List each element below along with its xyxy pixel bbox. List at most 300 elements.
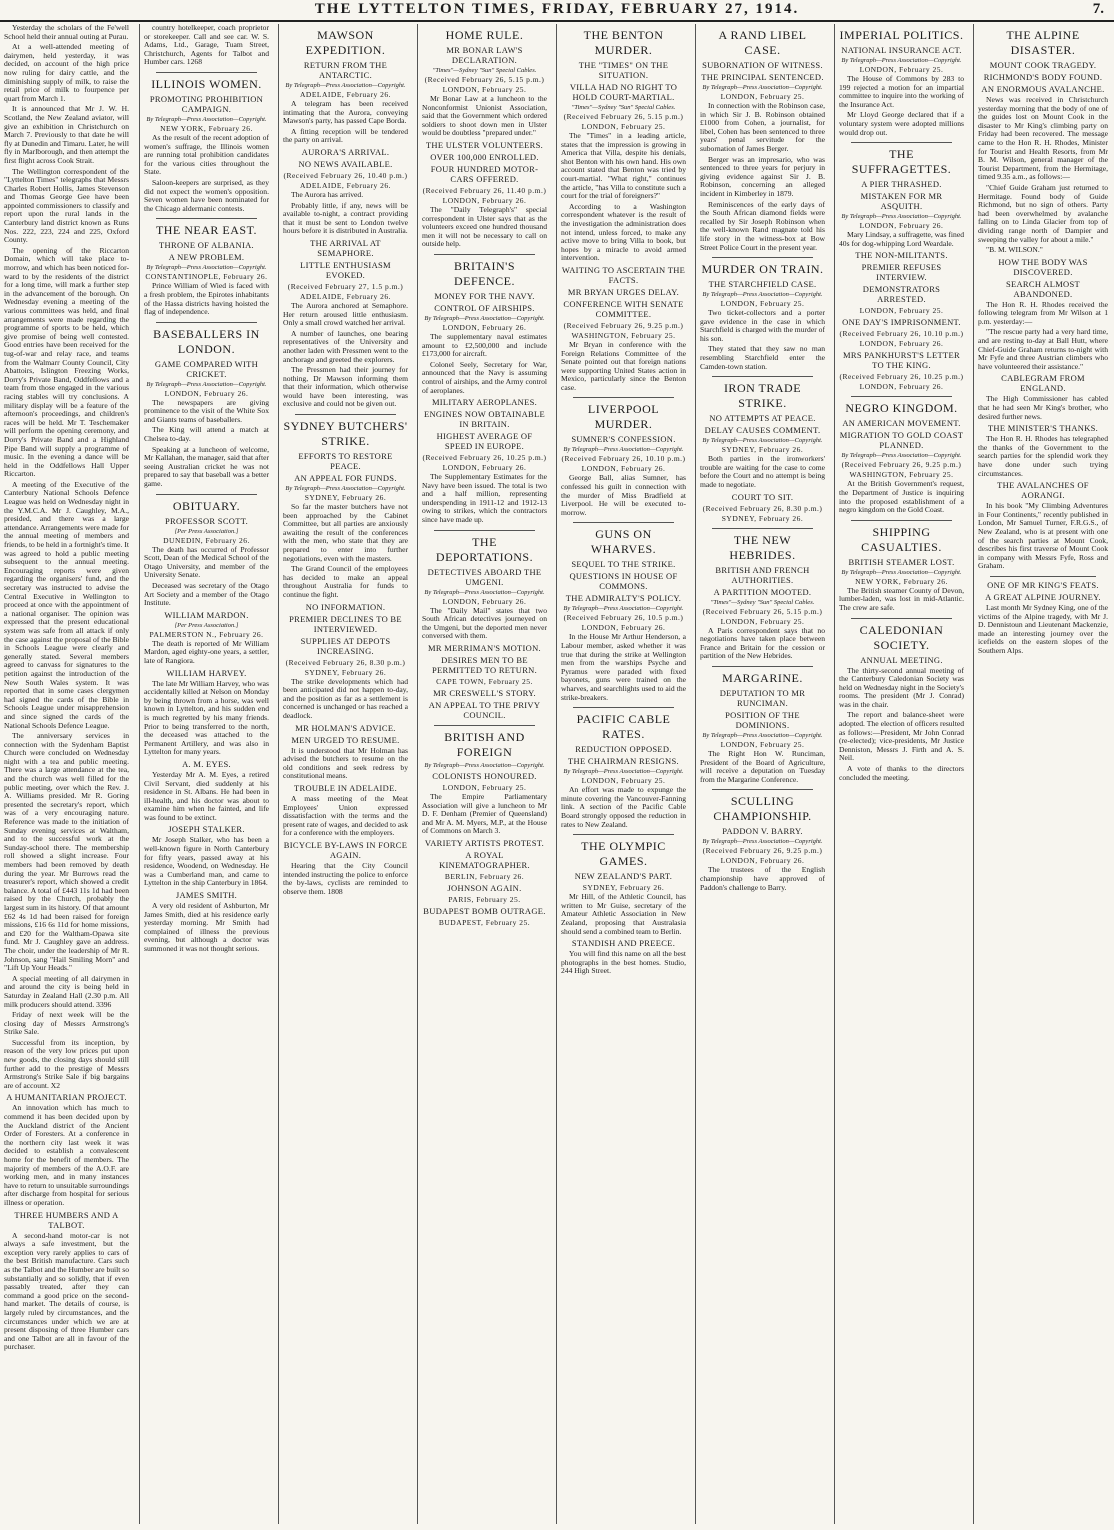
paragraph: Colonel Seely, Secretary for War, announced that the Navy is assuming control of airships, and the Army control of aeroplanes. [422,359,547,395]
article-separator [295,414,396,415]
column-2 [144,24,269,1524]
paragraph: country hotelkeeper, coach proprietor or storekeeper. Call and see car. W. S. Adams, Ltd., Garage, Tuam Street, Christchurch, Agents for Talbot and Humber cars. 1268 [144,24,269,67]
dateline: (Received February 26, 10.40 p.m.) [283,170,408,180]
subheading: MOUNT COOK TRAGEDY. [989,60,1097,70]
dateline: (Received February 26, 10.5 p.m.) [563,613,684,623]
article-headline: GUNS ON WHARVES. [590,527,657,557]
subheading: ONE OF MR KING'S FEATS. [987,579,1099,590]
column-5 [561,24,686,1524]
byline: "Times"—Sydney "Sun" Special Cables. [710,598,815,606]
paragraph: The Hon R. H. Rhodes received the following telegram from Mr Wilson at 1 p.m. yesterday:— [978,299,1108,326]
dateline: LONDON, February 26. [859,339,944,349]
dateline: (Received February 26, 8.30 p.m.) [702,503,823,513]
paragraph: "The rescue party had a very hard time, and are resting to-day at Ball Hutt, where Chief-Guide Graham returns to-night with Mr Fyfe and three Austrian climbers who have volunteered their assistance." [978,327,1108,371]
paragraph: In connection with the Robinson case, in which Sir J. B. Robinson obtained £1000 from Cohen, a journalist, for libel, Cohen has been sentenced to three years' penal servitude for the subornation of James Berger. [700,101,825,153]
column-rule [695,24,696,1524]
subheading: MR BRYAN URGES DELAY. [567,286,680,297]
dateline: LONDON, February 26. [859,382,944,392]
subheading: SUPPLIES AT DEPOTS INCREASING. [300,635,391,656]
paragraph: In the House Mr Arthur Henderson, a Labour member, asked whether it was true that during the strike at Wellington men from the warships Psyche and Pyramus were paraded with fixed bayonets, guns were trained on the wharves, and searchlights used to aid the strike-breakers. [561,632,686,702]
dateline: WASHINGTON, February 25. [849,470,954,480]
article-separator [712,666,813,667]
paragraph: You will find this name on all the best photographs in the best homes. Studio, 244 High Street. [561,949,686,976]
subheading: ENGINES NOW OBTAINABLE IN BRITAIN. [424,409,545,430]
article-separator [573,397,674,398]
paragraph: Saloon-keepers are surprised, as they did not expect the women's opposition. Seven women have been nominated for the Chicago aldermanic contests. [144,177,269,213]
subheading: BICYCLE BY-LAWS IN FORCE AGAIN. [283,839,408,860]
byline: By Telegraph—Press Association—Copyright. [841,452,962,460]
paragraph: Both parties in the ironworkers' trouble are waiting for the case to come before the Court and no attempt is being made to negotiate. [700,454,825,490]
dateline: PARIS, February 25. [448,895,521,904]
byline: By Telegraph—Press Association—Copyright. [146,264,267,272]
dateline: LONDON, February 25. [720,740,805,749]
paragraph: The "Daily Mail" states that two South African detectives journeyed on the Umgeni, but the deported men never conversed with them. [422,605,547,641]
subheading: MR CRESWELL'S STORY. [433,688,536,699]
article-separator [434,530,535,531]
byline: By Telegraph—Press Association—Copyright. [563,446,684,454]
dateline: ADELAIDE, February 26. [300,180,391,190]
paragraph: A second-hand motor-car is not always a safe investment, but the exception very rarely applies to cars of the best British manufacture. Cars such as the Talbot and the Humber are built so substantially and so solidly, that if even passably treated, after they can command a good price on the second-hand market. The details of course, is largely ruled by circumstances, and the circumstances under which we are at present disposing of three Humber cars and one Talbot are all in favour of the purchaser. [4,1230,129,1352]
subheading: MEN URGED TO RESUME. [291,734,400,745]
article-separator [851,142,952,143]
subheading: GAME COMPARED WITH CRICKET. [154,358,259,379]
column-rule [973,24,974,1524]
paragraph: The thirty-second annual meeting of the Canterbury Caledonian Society was held on Wednesday night in the Society's rooms. The president (Mr J. Conrad) was in the chair. [839,665,964,709]
paragraph: A fitting reception will be tendered the party on arrival. [283,126,408,145]
subheading: PREMIER DECLINES TO BE INTERVIEWED. [289,613,402,634]
subheading: OVER 100,000 ENROLLED. [430,151,539,162]
dateline: (Received February 26, 9.25 p.m.) [563,320,684,330]
paragraph: Mr Bonar Law at a luncheon to the Nonconformist Unionist Association, said that the Government which ordered soldiers to shoot down men in Ulster would be doubtless "prepared under." [422,94,547,138]
article-separator [156,494,257,495]
subheading: JOSEPH STALKER. [168,824,245,835]
article-headline: SCULLING CHAMPIONSHIP. [713,794,812,824]
paragraph: A number of launches, one bearing representatives of the University and another laden with Pressmen went to the anchorage and greeted the explorers. [283,328,408,364]
section-heading: A HUMANITARIAN PROJECT. [6,1092,127,1103]
subheading: PREMIER REFUSES INTERVIEW. [861,262,942,283]
article-headline: THE SUFFRAGETTES. [851,147,952,177]
byline: By Telegraph—Press Association—Copyright. [146,115,267,123]
paragraph: The opening of the Riccarton Domain, which will take place to-morrow, and which has been noticed for-ward to by the residents of the district for a long time, will mark a further step in the advancement of the borough. On Wednesday evening a meeting of the various committees was held, and final arrangements were made regarding the programme of sports to be held, which give promise of being well contested. Good entries have been received for the tug-of-war and relay race, and teams from the Walmarr County Council, City Abattoirs, Islington Freezing Works, Dorry's Private Band, Oddfellows and a team from those engaged in the various racing stables will try conclusions. A military display will be a feature of the afternoon's proceedings, and children's races will be held. Mr T. Teschemaker will perform the opening ceremony, and Dorry's Private Band and a Highland Pipe Band will supply a programme of music. In the evening a dance will be held in the Oddfellows Hall Upper Riccarton. [4,245,129,479]
byline: By Telegraph—Press Association—Copyright. [702,732,823,739]
subheading: HOW THE BODY WAS DISCOVERED. [998,256,1088,277]
article-separator [990,576,1096,577]
article-headline: ILLINOIS WOMEN. [151,76,262,91]
subheading: PADDON V. BARRY. [722,826,803,837]
article-headline: BASEBALLERS IN LONDON. [153,326,260,356]
paragraph: Mr Joseph Stalker, who has been a well-known figure in North Canterbury for fifty years, passed away at his residence, Woodend, on Wednesday. He was a Cumberland man, and came to Lyttelton in the ship Canterbury in 1864. [144,835,269,888]
article-separator [156,322,257,323]
subheading: CONTROL OF AIRSHIPS. [434,302,535,313]
subheading: THRONE OF ALBANIA. [159,240,254,251]
subheading: RETURN FROM THE ANTARCTIC. [303,60,388,80]
byline: By Telegraph—Press Association—Copyright. [702,838,823,846]
dateline: LONDON, February 25. [720,616,805,626]
dateline: SYDNEY, February 26. [304,667,387,677]
byline: By Telegraph—Press Association—Copyright. [146,380,267,388]
subheading: THE ULSTER VOLUNTEERS. [425,139,544,150]
subheading: SUBORNATION OF WITNESS. [702,60,823,70]
article-headline: BRITISH AND FOREIGN [444,730,525,760]
subheading: JOHNSON AGAIN. [447,883,522,893]
subheading: AN AMERICAN MOVEMENT. [842,418,961,429]
byline: By Telegraph—Press Association—Copyright. [841,213,962,221]
paragraph: Reminiscences of the early days of the South African diamond fields were recalled by Sir Joseph Robinson when the well-known Rand magnate told his life story in the witness-box at Bow Street Police Court in the present year. [700,199,825,252]
paragraph: As the result of the recent adoption of women's suffrage, the Illinois women are running total prohibition candidates for the various cities throughout the State. [144,132,269,177]
newspaper-title: THE LYTTELTON TIMES, FRIDAY, FEBRUARY 27, 1914. [314,1,800,17]
paragraph: The Supplementary Estimates for the Navy have been issued. The total is two and a half million, representing underspending in 1911-12 and 1912-13 owing to strikes, which the contractors since have made up. [422,472,547,525]
paragraph: The "Daily Telegraph's" special correspondent in Ulster says that as the volunteers exceed one hundred thousand men it will not be necessary to call on outside help. [422,204,547,249]
subheading: THE AVALANCHES OF AORANGI. [997,480,1089,501]
subheading: NO NEWS AVAILABLE. [298,158,393,169]
paragraph: The Wellington correspondent of the "Lyttelton Times" telegraphs that Messrs Charles Robert Hollis, James Stevenson and Thomas George Gee have been appointed commissioners to classify and report upon the rural lands in the Canterbury land district known as Runs Nos. 222, 223, 224 and 225, Oxford County. [4,166,129,245]
dateline: LONDON, February 26. [581,623,666,633]
dateline: LONDON, February 26. [859,221,944,231]
article-separator [434,725,535,726]
paragraph: Berger was an impresario, who was sentenced to three years for perjury in giving evidence against Sir J. B. Robinson, concerning an alleged incident in Kimberley in 1879. [700,154,825,198]
byline: By Telegraph—Press Association—Copyright. [841,57,962,64]
subheading: POSITION OF THE DOMINIONS. [725,710,800,730]
subheading: JAMES SMITH. [175,890,238,901]
subheading: NO ATTEMPTS AT PEACE. [709,413,816,424]
paragraph: Deceased was secretary of the Otago Art Society and a member of the Otago Institute. [144,581,269,608]
dateline: (Received February 26, 10.25 p.m.) [422,453,547,463]
paragraph: A telegram has been received intimating that the Aurora, conveying Mawson's party, has passed Cape Borda. [283,99,408,126]
subheading: THE ARRIVAL AT SEMAPHORE. [310,237,381,258]
subheading: AN APPEAL TO THE PRIVY COUNCIL. [428,700,541,721]
paragraph: So far the master butchers have not been approached by the Cabinet Committee, but all parties are anxiously awaiting the result of the conferences with the men, who state that they are prepared to enter into further negotiations, even with the masters. [283,502,408,563]
paragraph: The trustees of the English championship have approved of Paddon's challenge to Barry. [700,865,825,892]
byline: By Telegraph—Press Association—Copyright. [841,568,962,576]
subheading: QUESTIONS IN HOUSE OF COMMONS. [569,571,678,592]
subheading: THE "TIMES" ON THE SITUATION. [578,60,669,80]
subheading: DETECTIVES ABOARD THE UMGENI. [427,566,542,587]
subheading: MR BONAR LAW'S DECLARATION. [446,45,523,65]
byline: [Per Press Association.] [174,621,239,629]
dateline: (Received February 26, 5.15 p.m.) [702,606,823,616]
dateline: (Received February 26, 9.25 p.m.) [702,846,823,856]
paragraph: In his book "My Climbing Adventures in Four Continents," recently published in London, Mr Samuel Turner, F.R.G.S., of New Zealand, who is at present with one of the search parties at Mount Cook, describes his first traverse of Mount Cook in company with Messrs Fyfe, Ross and Graham. [978,501,1108,571]
subheading: A NEW PROBLEM. [168,252,245,263]
dateline: LONDON, February 26. [442,322,527,332]
article-headline: THE BENTON MURDER. [583,28,664,57]
paragraph: At the British Government's request, the Department of Justice is inquiring into the proposed establishment of a negro kingdom on the Gold Coast. [839,479,964,515]
article-headline: MAWSON EXPEDITION. [305,28,386,57]
subheading: MILITARY AEROPLANES. [431,397,538,408]
paragraph: The death is reported of Mr William Mardon, aged eighty-one years, a settler, late of Rangiora. [144,638,269,665]
dateline: SYDNEY, February 26. [304,493,387,503]
article-separator [712,257,813,258]
subheading: BUDAPEST BOMB OUTRAGE. [423,906,546,916]
article-headline: NEGRO KINGDOM. [845,401,958,416]
article-separator [851,618,952,619]
dateline: CAPE TOWN, February 25. [436,677,533,687]
paragraph: News was received in Christchurch yesterday morning that the body of one of the guides lost on Mount Cook in the disaster to Mr King's climbing party on Friday had been recovered. The message came to the Hon R. H. Rhodes, Minister for Tourist and Health Resorts, from Mr B. M. Wilson, general manager of the Tourist Department, from the Hermitage, timed 9.35 a.m., as follows:— [978,95,1108,182]
dateline: ADELAIDE, February 26. [300,90,391,99]
paragraph: The supplementary naval estimates amount to £2,500,000 and include £173,000 for aircraft. [422,331,547,359]
dateline: LONDON, February 25. [859,65,944,74]
paragraph: Mary Lindsay, a suffragette, was fined 40s for dog-whipping Lord Weardale. [839,230,964,248]
dateline: PALMERSTON N., February 26. [149,629,264,639]
paragraph: The report and balance-sheet were adopted. The election of officers resulted as follows:—President, Mr John Conrad (re-elected); vice-presidents, Mr Justice Denniston, Messrs J. Firth and A. S. Neil. [839,710,964,763]
paragraph: Two ticket-collectors and a porter gave evidence in the case in which Starchfield is charged with the murder of his son. [700,308,825,343]
subheading: PROMOTING PROHIBITION CAMPAIGN. [149,93,264,114]
subheading: ANNUAL MEETING. [860,654,943,665]
paragraph: The Empire Parliamentary Association will give a luncheon to Mr D. F. Denham (Premier of Queensland) and Mr A. M. Myers, M.P., at the House of Commons on March 3. [422,792,547,836]
paragraph: The death has occurred of Professor Scott, Dean of the Medical School of the Otago University, and member of the University Senate. [144,544,269,580]
article-headline: SYDNEY BUTCHERS' STRIKE. [283,419,408,449]
subheading: COURT TO SIT. [731,491,794,502]
subheading: CONFERENCE WITH SENATE COMMITTEE. [563,298,684,319]
subheading: THE ADMIRALTY'S POLICY. [565,593,682,604]
paragraph: The newspapers are giving prominence to the visit of the White Sox and Giants teams of baseballers. [144,397,269,424]
subheading: EFFORTS TO RESTORE PEACE. [298,451,393,472]
dateline: (Received February 26, 8.30 p.m.) [285,657,406,667]
column-1 [4,24,129,1524]
article-separator [573,522,674,523]
subheading: REDUCTION OPPOSED. [575,744,672,755]
subheading: MISTAKEN FOR MR ASQUITH. [860,191,943,212]
dateline: LONDON, February 26. [442,463,527,473]
paragraph: A vote of thanks to the directors concluded the meeting. [839,764,964,782]
subheading: HIGHEST AVERAGE OF SPEED IN EUROPE. [436,431,533,452]
column-4 [422,24,547,1524]
subheading: SEQUEL TO THE STRIKE. [571,559,676,570]
article-separator [573,707,674,708]
column-6 [700,24,825,1524]
paragraph: Prince William of Wied is faced with a fresh problem, the Epirotes inhabitants of the Hassa districts having hoisted the flag of independence. [144,281,269,317]
subheading: A PIER THRASHED. [861,179,942,190]
paragraph: At a well-attended meeting of dairymen, held yesterday, it was decided, on account of the high price now ruling for dairy cattle, and the diminishing supply of milk, to raise the retail price of milk to fourpence per quart from March 1. [4,42,129,103]
paragraph: The High Commissioner has cabled that he had seen Mr King's brother, who desired further news. [978,394,1108,421]
dateline: DUNEDIN, February 26. [163,535,250,545]
dateline: (Received February 26, 5.15 p.m.) [563,112,684,121]
dateline: BERLIN, February 26. [444,872,525,881]
article-headline: THE DEPORTATIONS. [435,534,534,564]
paragraph: George Ball, alias Sumner, has confessed his guilt in connection with the murder of Miss Bradfield at Liverpool. He will be executed to-morrow. [561,473,686,517]
subheading: BRITISH AND FRENCH AUTHORITIES. [715,564,810,585]
byline: By Telegraph—Press Association—Copyright. [563,605,684,613]
subheading: MONEY FOR THE NAVY. [434,290,535,301]
paragraph: Hearing that the City Council intended instructing the police to enforce the by-laws, cyclists are reminded to observe them. 1808 [283,860,408,896]
paragraph: The "Times" in a leading article, states that the impression is growing in America that Villa, despite his denials, shot Benton with his own hand. His own account stated that Benton was tried by court-martial. "What right," continues the article, "has Villa to constitute such a court for the trial of foreigners?" [561,131,686,201]
subheading: THE NON-MILITANTS. [855,250,948,261]
subheading: AURORA'S ARRIVAL. [301,146,390,157]
paragraph: The late Mr William Harvey, who was accidentally killed at Nelson on Monday by being thrown from a horse, was well known in Lyttelton, and his sudden end is much regretted by his many friends. Prior to being transferred to the north, the deceased was attached to the Permanent Artillery, and was also in Lyttelton for many years. [144,678,269,757]
paragraph: Yesterday Mr A. M. Eyes, a retired Civil Servant, died suddenly at his residence in St. Albans. He had been in ill-health, and his doctor was about to examine him when he fainted, and life was found to be extinct. [144,769,269,822]
dateline: NEW YORK, February 26. [855,576,948,586]
byline: By Telegraph—Press Association—Copyright. [424,314,545,322]
paragraph: A special meeting of all dairymen in and around the city is being held in Saturday in Zealand Hall (2.30 p.m. All milk producers should attend. 3396 [4,973,129,1009]
subheading: SEARCH ALMOST ABANDONED. [1005,278,1081,299]
article-headline: PACIFIC CABLE RATES. [576,712,671,742]
article-headline: LIVERPOOL MURDER. [587,402,660,432]
subheading: DEPUTATION TO MR RUNCIMAN. [719,688,806,708]
subheading: A PARTITION MOOTED. [713,586,812,597]
subheading: ONE DAY'S IMPRISONMENT. [842,317,961,328]
column-3 [283,24,408,1524]
paragraph: The House of Commons by 283 to 199 rejected a motion for an impartial committee to inquire into the working of the Insurance Act. [839,74,964,109]
dateline: (Received February 26, 10.25 p.m.) [839,372,964,382]
subheading: THE STARCHFIELD CASE. [708,279,817,290]
byline: By Telegraph—Press Association—Copyright. [285,82,406,89]
paragraph: The Pressmen had their journey for nothing, Dr Mawson informing them that their information, which otherwise would have been interesting, was exclusive and could not be given out. [283,365,408,409]
dateline: (Received February 26, 11.40 p.m.) [422,185,547,195]
paragraph: Mr Lloyd George declared that if a voluntary system were adopted millions would drop out. [839,110,964,137]
dateline: LONDON, February 25. [720,92,805,101]
paragraph: The King will attend a match at Chelsea to-day. [144,425,269,444]
paragraph: An innovation which has much to commend it has been decided upon by the Auckland district of the Ancient Order of Foresters. At a conference in the northern city last week it was decided to establish a convalescent home for the benefit of members. The majority of members of the A.O.F. are working men, and in many instances have to return to unsuitable surroundings after discharge from hospital for serious illness or operation. [4,1103,129,1207]
article-separator [712,789,813,790]
subheading: LITTLE ENTHUSIASM EVOKED. [300,259,391,280]
dateline: LONDON, February 26. [164,388,249,398]
paragraph: The Grand Council of the employees has decided to make an appeal throughout Australia for funds to continue the fight. [283,564,408,599]
article-headline: IRON TRADE STRIKE. [723,381,802,411]
dateline: (Received February 26, 10.10 p.m.) [561,454,686,464]
paragraph: The Right Hon W. Runciman, President of the Board of Agriculture, will receive a deputation on Tuesday from the Margarine Conference. [700,749,825,784]
paragraph: "Chief Guide Graham just returned to Hermitage. Found body of Guide Richmond, but no sign of others. Party had been overwhelmed by avalanche falling on to Linda Glacier from top of dividing range north of Dampier and sweeping the valley for about a mile." [978,182,1108,244]
dateline: (Received February 27, 1.5 p.m.) [287,281,404,291]
article-separator [434,254,535,255]
page-number: 7. [1092,1,1104,17]
dateline: CONSTANTINOPLE, February 26. [145,272,268,282]
byline: By Telegraph—Press Association—Copyright. [702,437,823,445]
dateline: SYDNEY, February 26. [582,883,665,893]
byline: "Times"—Sydney "Sun" Special Cables. [571,104,676,111]
column-rule [556,24,557,1524]
dateline: BUDAPEST, February 25. [438,918,531,927]
column-7 [839,24,964,1524]
byline: By Telegraph—Press Association—Copyright. [702,291,823,299]
article-headline: IMPERIAL POLITICS. [839,28,964,42]
paragraph: The British steamer County of Devon, lumber-laden, was lost in mid-Atlantic. The crew are safe. [839,585,964,612]
subheading: VILLA HAD NO RIGHT TO HOLD COURT-MARTIAL. [569,82,678,102]
paragraph: "B. M. WILSON." [986,245,1043,255]
subheading: NATIONAL INSURANCE ACT. [841,45,962,55]
byline: By Telegraph—Press Association—Copyright. [285,485,406,493]
dateline: LONDON, February 25. [581,122,666,131]
article-separator [573,834,674,835]
dateline: LONDON, February 26. [442,596,527,606]
dateline: SYDNEY, February 26. [721,513,804,523]
article-separator [851,520,952,521]
paragraph: The Aurora has arrived. [291,189,364,199]
paragraph: The anniversary services in connection with the Sydenham Baptist Church were concluded on Wednesday night with a tea and public meeting. There was a large attendance at the tea, and the church was well filled for the public meeting, over which the Rev. J. A. Williams presided. Mr R. Goring presented the secretary's report, which was of a very encouraging nature. Reference was made to the initiation of Sunday evening services at Waltham, and to the successful work at the Sunday-school there. The membership roll showed a slight increase. Four members had been removed by death during the year. Mr Burrows read the treasurer's report, which showed a credit balance. A total of £443 11s 1d had been raised by the Church, probably the largest sum in its history. Of that amount £62 4s 1d had been raised for foreign missions, £16 6s 11d for home missions, and £20 for the Waltham-Opawa site fund. Mr J. Caughley gave an address. The choir, under the leadership of Mr R. Johnson, sang "Hail Smiling Morn" and "Lift Up Your Heads." [4,731,129,973]
byline: By Telegraph—Press Association—Copyright. [424,588,545,596]
subheading: WILLIAM HARVEY. [166,667,247,678]
article-headline: A RAND LIBEL CASE. [718,28,807,57]
article-separator [712,528,813,529]
paragraph: A mass meeting of the Meat Employees' Union expressed dissatisfaction with the terms and the present rate of wages, and decided to ask for a conference with the employers. [283,793,408,838]
paragraph: Successful from its inception, by reason of the very low prices put upon new goods, the closing days should still further add to the prestige of Messrs Armstrong's Strike Sale if big bargains are of account. X2 [4,1037,129,1090]
byline: "Times"—Sydney "Sun" Special Cables. [432,67,537,74]
subheading: VARIETY ARTISTS PROTEST. [424,838,545,848]
column-rule [139,24,140,1524]
subheading: AN APPEAL FOR FUNDS. [294,473,397,484]
byline: [Per Press Association.] [174,527,239,535]
subheading: CABLEGRAM FROM ENGLAND. [1001,373,1085,394]
subheading: THE MINISTER'S THANKS. [987,423,1099,434]
subheading: THE CHAIRMAN RESIGNS. [568,756,679,767]
dateline: LONDON, February 26. [442,195,527,205]
article-headline: CALEDONIAN SOCIETY. [859,622,944,652]
dateline: LONDON, February 25. [442,783,527,793]
dateline: LONDON, February 25. [720,299,805,309]
column-rule [417,24,418,1524]
subheading: MR HOLMAN'S ADVICE. [295,722,396,733]
paragraph: Last month Mr Sydney King, one of the victims of the Alpine tragedy, with Mr J. D. Dennistoun and Lieutenant Mackenzie, made an interesting journey over the icefields on the eastern slopes of the Southern Alps. [978,602,1108,655]
article-headline: MARGARINE. [722,671,803,685]
article-headline: THE NEW HEBRIDES. [729,532,796,562]
subheading: MRS PANKHURST'S LETTER TO THE KING. [843,350,960,371]
article-separator [156,218,257,219]
paragraph: The Aurora anchored at Semaphore. Her return aroused little enthusiasm. Only a small crowd watched her arrival. [283,300,408,328]
dateline: WASHINGTON, February 25. [571,330,676,340]
byline: By Telegraph—Press Association—Copyright. [563,768,684,776]
subheading: COLONISTS HONOURED. [432,771,537,782]
subheading: DESIRES MEN TO BE PERMITTED TO RETURN. [431,655,538,676]
masthead [0,0,1114,22]
subheading: STANDISH AND PREECE. [571,938,676,949]
subheading: NEW ZEALAND'S PART. [574,871,673,882]
article-separator [156,72,257,73]
article-headline: THE NEAR EAST. [155,223,258,238]
column-8 [978,24,1108,1524]
subheading: A GREAT ALPINE JOURNEY. [985,591,1101,602]
byline: By Telegraph—Press Association—Copyright. [702,84,823,91]
byline: By Telegraph—Press Association—Copyright. [424,762,545,770]
subheading: RICHMOND'S BODY FOUND. [983,72,1103,82]
subheading: MR MERRIMAN'S MOTION. [428,643,541,654]
subheading: NO INFORMATION. [305,601,386,612]
paragraph: It is understood that Mr Holman has advised the butchers to resume on the old conditions and seek redress by constitutional means. [283,745,408,781]
article-headline: MURDER ON TRAIN. [701,262,824,277]
dateline: (Received February 26, 5.15 p.m.) [424,75,545,84]
column-rule [278,24,279,1524]
article-headline: HOME RULE. [445,28,524,42]
subheading: FOUR HUNDRED MOTOR-CARS OFFERED. [430,163,539,184]
article-headline: BRITAIN'S DEFENCE. [453,258,516,288]
paragraph: A very old resident of Ashburton, Mr James Smith, died at his residence early yesterday morning. Mr Smith had complained of illness the previous evening, but although a doctor was summoned it was not thought serious. [144,901,269,953]
subheading: BRITISH STEAMER LOST. [848,556,955,567]
paragraph: An effort was made to expunge the minute covering the Vancouver-Fanning link. A section of the Pacific Cable Board strongly opposed the reduction in rates to New Zealand. [561,785,686,829]
subheading: A ROYAL KINEMATOGRAPHER. [439,850,530,870]
paragraph: Friday of next week will be the closing day of Messrs Armstrong's Strike Sale. [4,1010,129,1037]
subheading: AN ENORMOUS AVALANCHE. [981,84,1105,94]
subheading: WILLIAM MARDON. [164,609,249,620]
dateline: LONDON, February 25. [581,776,666,786]
dateline: ADELAIDE, February 26. [300,291,391,301]
dateline: LONDON, February 25. [859,306,944,316]
paragraph: The Hon R. H. Rhodes has telegraphed the thanks of the Government to the search parties for the splendid work they have done under such trying circumstances. [978,434,1108,478]
dateline: LONDON, February 25. [442,85,527,94]
subheading: SUMNER'S CONFESSION. [571,434,676,445]
paragraph: They stated that they saw no man resembling Starchfield enter the Camden-town station. [700,344,825,371]
dateline: (Received February 26, 9.25 p.m.) [841,460,962,470]
subheading: DEMONSTRATORS ARRESTED. [862,284,941,305]
subheading: PROFESSOR SCOTT. [164,515,249,526]
dateline: NEW YORK, February 26. [160,123,253,133]
dateline: LONDON, February 26. [581,464,666,474]
subheading: MIGRATION TO GOLD COAST PLANNED. [839,430,964,451]
article-headline: THE OLYMPIC GAMES. [581,839,666,869]
subheading: DELAY CAUSES COMMENT. [704,425,821,436]
subheading: A. M. EYES. [182,758,231,769]
subheading: TROUBLE IN ADELAIDE. [293,782,398,793]
section-heading: THREE HUMBERS AND A TALBOT. [14,1209,119,1230]
paragraph: It is announced that Mr J. W. H. Scotland, the New Zealand aviator, will give an exhibition in Christchurch on March 7. Previously to that date he will fly at Dunedin and Timaru. Later, he will fly in Marlborough, and then attempt the first flight across Cook Strait. [4,104,129,165]
paragraph: Probably little, if any, news will be available to-night, a contract providing that it must be sent to London twelve hours before it is distributed in Australia. [283,200,408,236]
